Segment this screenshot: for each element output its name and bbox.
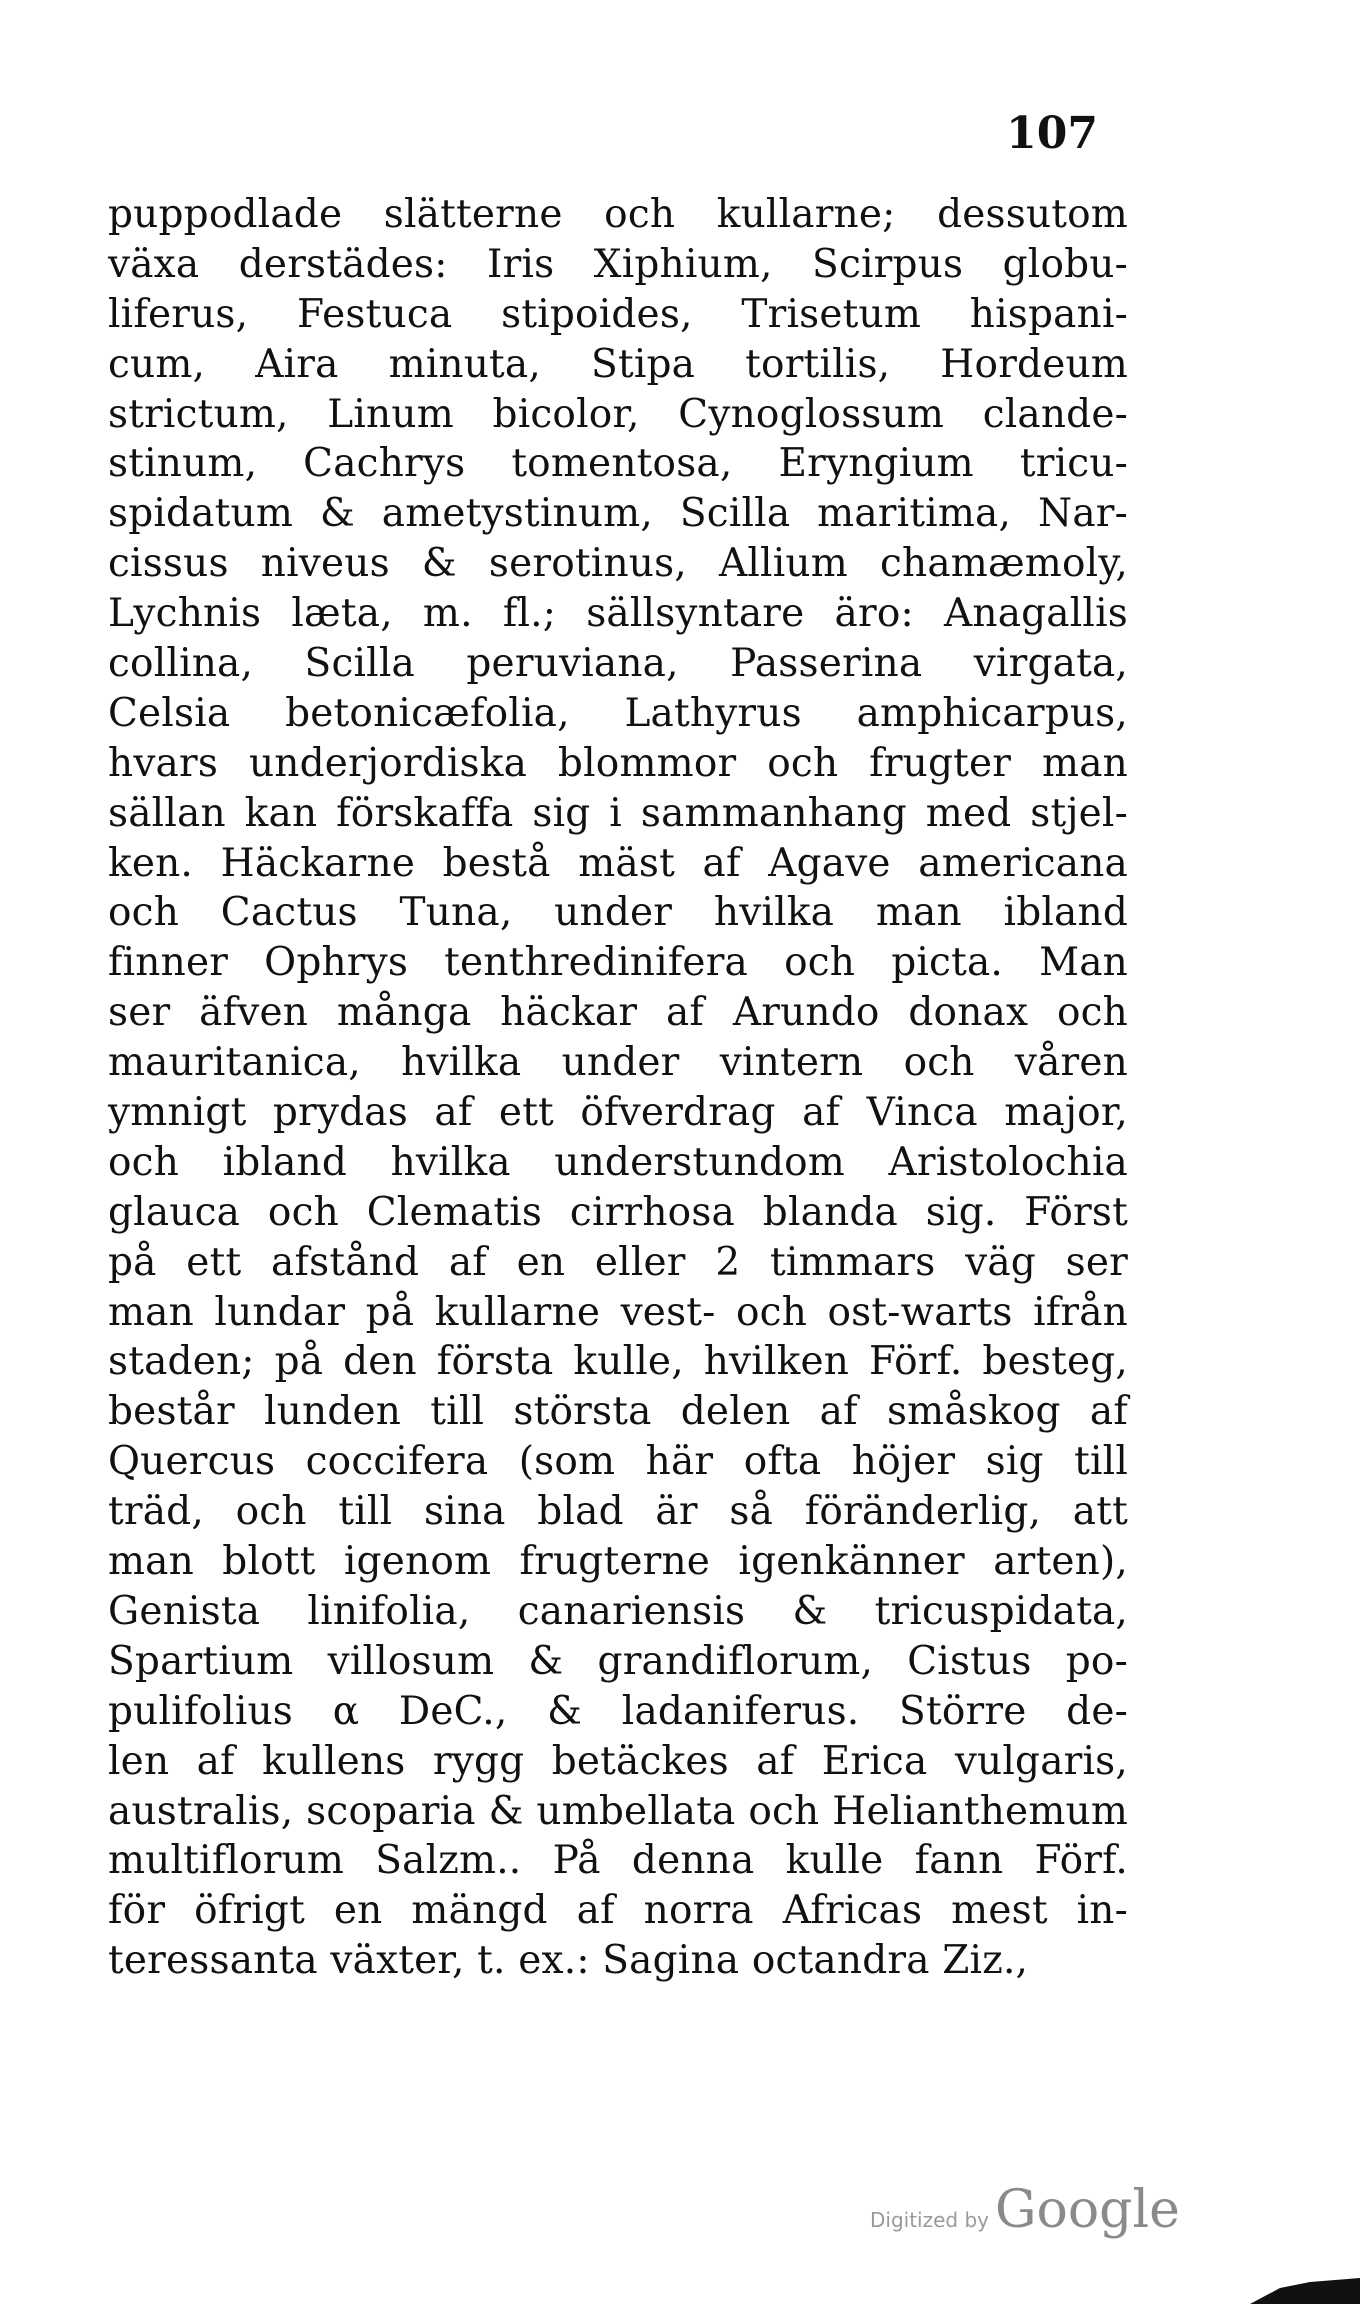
text-line: träd, och till sina blad är så föränderlig, att — [108, 1489, 1128, 1535]
google-logo: Google — [995, 2180, 1180, 2240]
text-line: hvars underjordiska blommor och frugter man — [108, 740, 1128, 786]
text-line: man blott igenom frugterne igenkänner arten), — [108, 1539, 1128, 1585]
text-line: Genista linifolia, canariensis & tricuspidata, — [108, 1588, 1128, 1634]
body-text — [108, 190, 1128, 1986]
text-line: puppodlade slätterne och kullarne; dessutom — [108, 192, 1128, 237]
text-line: stinum, Cachrys tomentosa, Eryngium tricu- — [108, 441, 1128, 487]
text-line: ymnigt prydas af ett öfverdrag af Vinca major, — [108, 1090, 1128, 1136]
digitized-by-google-watermark — [870, 2180, 1180, 2240]
page-number: 107 — [1006, 108, 1098, 159]
text-line: mauritanica, hvilka under vintern och våren — [108, 1040, 1128, 1086]
text-line: pulifolius α DeC., & ladaniferus. Större de- — [108, 1688, 1128, 1734]
text-line: ser äfven många häckar af Arundo donax och — [108, 990, 1128, 1036]
text-line: växa derstädes: Iris Xiphium, Scirpus globu- — [108, 241, 1128, 287]
text-line: och Cactus Tuna, under hvilka man ibland — [108, 890, 1128, 936]
text-line: Spartium villosum & grandiflorum, Cistus po- — [108, 1638, 1128, 1684]
text-line: består lunden till största delen af småskog af — [108, 1389, 1128, 1435]
page-edge-mark — [1250, 2268, 1360, 2304]
text-line: staden; på den första kulle, hvilken Förf. besteg, — [108, 1339, 1128, 1385]
text-line: len af kullens rygg betäckes af Erica vulgaris, — [108, 1738, 1128, 1784]
text-line: multiflorum Salzm.. På denna kulle fann Förf. — [108, 1838, 1128, 1884]
text-line: Lychnis læta, m. fl.; sällsyntare äro: Anagallis — [108, 591, 1128, 637]
text-line: finner Ophrys tenthredinifera och picta. Man — [108, 940, 1128, 986]
text-line: collina, Scilla peruviana, Passerina virgata, — [108, 641, 1128, 687]
text-line: spidatum & ametystinum, Scilla maritima, Nar- — [108, 491, 1128, 537]
digitized-label: Digitized by — [870, 2208, 989, 2232]
text-line: cum, Aira minuta, Stipa tortilis, Hordeum — [108, 341, 1128, 387]
text-line: Celsia betonicæfolia, Lathyrus amphicarpus, — [108, 690, 1128, 736]
text-line: cissus niveus & serotinus, Allium chamæmoly, — [108, 541, 1128, 587]
text-line: australis, scoparia & umbellata och Helianthemum — [108, 1788, 1128, 1834]
text-line: ken. Häckarne bestå mäst af Agave americana — [108, 840, 1128, 886]
text-line: sällan kan förskaffa sig i sammanhang med stjel- — [108, 790, 1128, 836]
text-line: Quercus coccifera (som här ofta höjer sig till — [108, 1439, 1128, 1485]
text-line: man lundar på kullarne vest- och ost-warts ifrån — [108, 1289, 1128, 1335]
text-line: strictum, Linum bicolor, Cynoglossum clande- — [108, 391, 1128, 437]
text-line: på ett afstånd af en eller 2 timmars väg ser — [108, 1239, 1128, 1285]
text-line: liferus, Festuca stipoides, Trisetum hispani- — [108, 291, 1128, 337]
text-line: för öfrigt en mängd af norra Africas mest in- — [108, 1888, 1128, 1934]
text-line: glauca och Clematis cirrhosa blanda sig. Först — [108, 1189, 1128, 1235]
text-line: och ibland hvilka understundom Aristolochia — [108, 1139, 1128, 1185]
text-line: teressanta växter, t. ex.: Sagina octandra Ziz., — [108, 1938, 1029, 1984]
